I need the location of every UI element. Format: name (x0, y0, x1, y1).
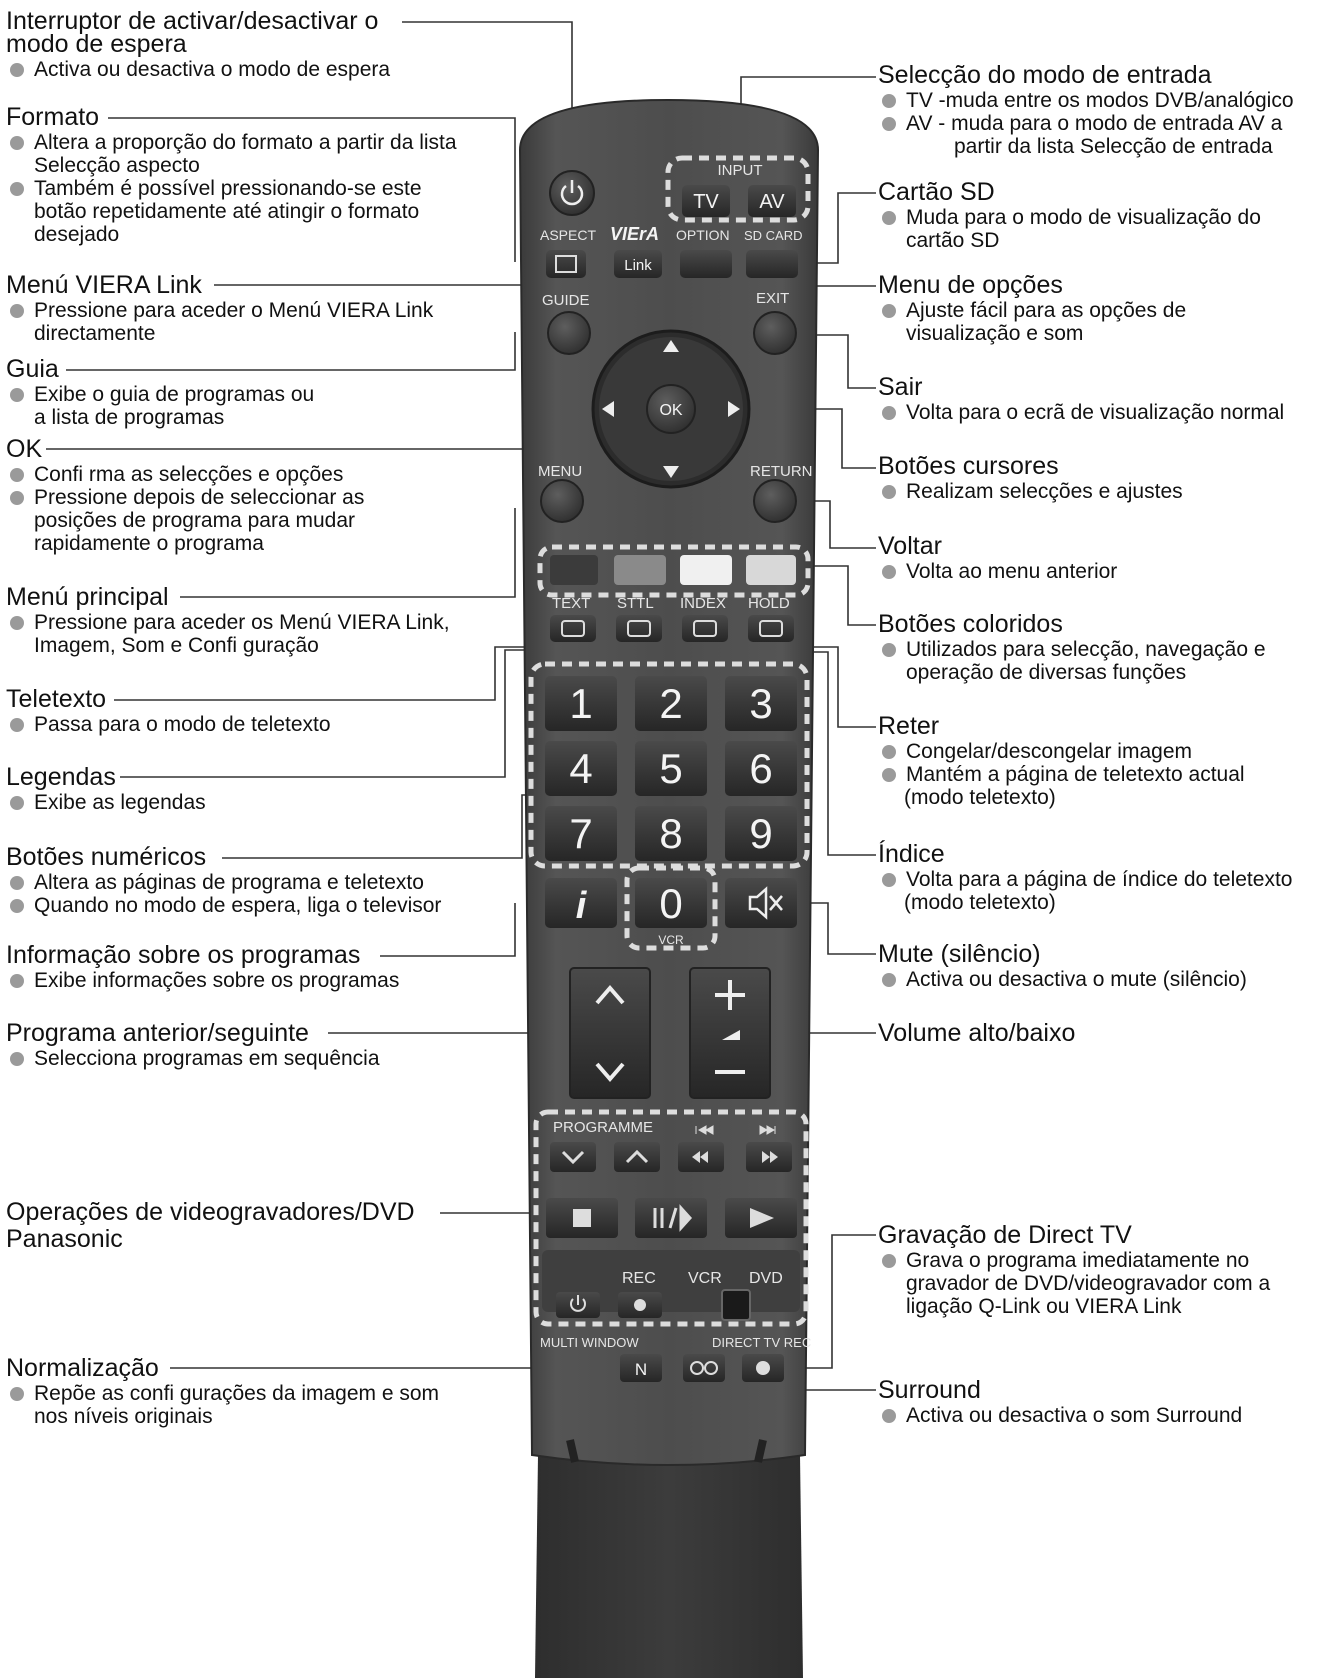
callout-title: Legendas (6, 763, 116, 791)
callout-desc: Activa ou desactiva o modo de espera (6, 58, 390, 81)
callout-main-menu (6, 584, 450, 657)
callout-title: Panasonic (6, 1225, 123, 1253)
callout-desc: cartão SD (906, 229, 1000, 252)
return-button[interactable] (754, 480, 796, 522)
callout-desc: Pressione depois de seleccionar as (6, 486, 364, 509)
callout-title: Guia (6, 355, 59, 383)
callout-cursor (878, 453, 1183, 503)
callout-guide (6, 356, 314, 429)
callout-desc: directamente (34, 322, 156, 345)
callout-desc: partir da lista Selecção de entrada (954, 135, 1273, 158)
callout-desc: Utilizados para selecção, navegação e (878, 638, 1266, 661)
link-label: Link (624, 257, 652, 274)
callout-title: Mute (silêncio) (878, 940, 1041, 968)
callout-title: Formato (6, 103, 100, 131)
callout-desc: Grava o programa imediatamente no (878, 1249, 1270, 1272)
callout-title: Voltar (878, 532, 942, 560)
callout-ok (6, 436, 364, 555)
callout-desc: Repõe as confi gurações da imagem e som (6, 1382, 439, 1405)
remote-lid (535, 1455, 803, 1678)
callout-title: Programa anterior/seguinte (6, 1019, 309, 1047)
aspect-button[interactable] (546, 250, 586, 278)
callout-desc: AV - muda para o modo de entrada AV a (878, 112, 1294, 135)
callout-desc: a lista de programas (34, 406, 225, 429)
digit-5-label: 5 (659, 745, 683, 792)
sttl-button[interactable] (616, 615, 662, 642)
callout-title: Gravação de Direct TV (878, 1221, 1132, 1249)
callout-desc: Exibe o guia de programas ou (6, 383, 314, 406)
callout-title: Botões cursores (878, 452, 1059, 480)
programme-up-button[interactable] (614, 1142, 660, 1172)
vcr-label: VCR (658, 933, 684, 947)
callout-desc: Exibe informações sobre os programas (6, 969, 399, 992)
callout-desc: Exibe as legendas (6, 791, 206, 814)
callout-desc: Mantém a página de teletexto actual (878, 763, 1245, 786)
digit-3-label: 3 (749, 680, 773, 727)
callout-desc: Quando no modo de espera, liga o televisor (6, 894, 441, 917)
hold-button[interactable] (748, 615, 794, 642)
tv-label: TV (693, 191, 719, 213)
callout-desc: Pressione para aceder os Menú VIERA Link, (6, 611, 450, 634)
option-label: OPTION (676, 227, 730, 243)
callout-program (6, 1020, 380, 1070)
callout-title: Operações de videogravadores/DVD (6, 1198, 415, 1226)
callout-desc: Também é possível pressionando-se este (6, 177, 457, 200)
digit-9-label: 9 (749, 810, 773, 857)
callout-desc: visualização e som (906, 322, 1084, 345)
callout-desc: ligação Q-Link ou VIERA Link (906, 1295, 1182, 1318)
programme-label: PROGRAMME (553, 1119, 654, 1136)
text-label: TEXT (552, 595, 591, 612)
vcr-dvd-label: VCR (688, 1270, 722, 1287)
callout-desc: Pressione para aceder o Menú VIERA Link (6, 299, 433, 322)
callout-direct-tv-rec (878, 1222, 1270, 1318)
blue-button[interactable] (746, 555, 796, 585)
callout-desc: (modo teletexto) (904, 891, 1056, 914)
callout-subtitles (6, 764, 206, 814)
callout-title: Surround (878, 1376, 981, 1404)
multi-window-label: MULTI WINDOW (540, 1335, 639, 1350)
callout-exit (878, 374, 1284, 424)
callout-desc: Ajuste fácil para as opções de (878, 299, 1186, 322)
callout-title: Botões coloridos (878, 610, 1063, 638)
pause-play-button[interactable] (635, 1198, 707, 1238)
callout-desc: Imagem, Som e Confi guração (34, 634, 319, 657)
callout-desc: Activa ou desactiva o mute (silêncio) (878, 968, 1247, 991)
menu-label: MENU (538, 463, 583, 480)
normalize-label: N (634, 1360, 648, 1379)
callout-title: Cartão SD (878, 178, 995, 206)
menu-button[interactable] (541, 480, 583, 522)
guide-button[interactable] (548, 312, 590, 354)
green-button[interactable] (614, 555, 666, 585)
callout-title: OK (6, 435, 43, 463)
callout-desc: Volta ao menu anterior (878, 560, 1117, 583)
callout-desc: Passa para o modo de teletexto (6, 713, 331, 736)
callout-index (878, 841, 1292, 914)
callout-title: Reter (878, 712, 940, 740)
digit-0-label: 0 (659, 880, 683, 927)
callout-desc: botão repetidamente até atingir o formato (34, 200, 420, 223)
sd-card-label: SD CARD (744, 228, 803, 243)
mute-button[interactable] (725, 878, 797, 928)
return-label: RETURN (750, 463, 813, 480)
callout-volume (878, 1020, 1075, 1047)
sd-card-button[interactable] (746, 250, 798, 278)
callout-desc: Confi rma as selecções e opções (6, 463, 364, 486)
digit-4-label: 4 (569, 745, 593, 792)
digit-1-label: 1 (569, 680, 593, 727)
callout-desc: Altera as páginas de programa e teletexto (6, 871, 441, 894)
callout-desc: TV -muda entre os modos DVB/analógico (878, 89, 1294, 112)
callout-title: modo de espera (6, 30, 187, 58)
callout-colored (878, 611, 1266, 684)
callout-title: Índice (878, 840, 945, 868)
callout-title: Menú VIERA Link (6, 271, 202, 299)
exit-label: EXIT (756, 290, 790, 307)
callout-vcr-ops (6, 1199, 415, 1253)
text-button[interactable] (550, 615, 596, 642)
stop-icon (573, 1209, 591, 1227)
callout-normalize (6, 1355, 439, 1428)
callout-mute (878, 941, 1247, 991)
callout-title: Botões numéricos (6, 843, 207, 871)
callout-desc: posições de programa para mudar (34, 509, 356, 532)
viera-logo: VIErA (610, 224, 660, 244)
callout-title: Teletexto (6, 685, 107, 713)
callout-desc: Volta para o ecrã de visualização normal (878, 401, 1284, 424)
direct-rec-icon (756, 1361, 770, 1375)
callout-desc: Altera a proporção do formato a partir da lista (6, 131, 457, 154)
digit-7-label: 7 (569, 810, 593, 857)
callout-title: Selecção do modo de entrada (878, 61, 1212, 89)
callout-title: Volume alto/baixo (878, 1019, 1076, 1047)
aspect-label: ASPECT (540, 227, 597, 243)
index-button[interactable] (682, 615, 728, 642)
rec-icon (634, 1299, 646, 1311)
exit-button[interactable] (754, 312, 796, 354)
yellow-button[interactable] (680, 555, 732, 585)
input-label: INPUT (717, 162, 763, 179)
callout-title: Menú principal (6, 583, 169, 611)
callout-desc: Activa ou desactiva o som Surround (878, 1404, 1242, 1427)
index-label: INDEX (680, 595, 726, 612)
digit-2-label: 2 (659, 680, 683, 727)
callout-title: Normalização (6, 1354, 159, 1382)
callout-viera-link (6, 272, 433, 345)
callout-numeric (6, 844, 441, 917)
av-label: AV (759, 191, 785, 213)
callout-desc: Realizam selecções e ajustes (878, 480, 1183, 503)
callout-surround (878, 1377, 1242, 1427)
callout-return (878, 533, 1117, 583)
sttl-label: STTL (617, 595, 654, 612)
callout-sd-card (878, 179, 1261, 252)
callout-desc: gravador de DVD/videogravador com a (906, 1272, 1271, 1295)
callout-title: Informação sobre os programas (6, 941, 361, 969)
digit-6-label: 6 (749, 745, 773, 792)
direct-tv-rec-label: DIRECT TV REC (712, 1335, 812, 1350)
callout-desc: rapidamente o programa (34, 532, 264, 555)
callout-desc: Volta para a página de índice do teletexto (878, 868, 1292, 891)
rec-label: REC (622, 1270, 656, 1287)
ok-label: OK (659, 402, 683, 419)
callout-desc: Muda para o modo de visualização do (878, 206, 1261, 229)
callout-aspect (6, 104, 457, 246)
callout-standby (6, 8, 390, 81)
callout-desc: Selecciona programas em sequência (6, 1047, 380, 1070)
callout-desc: nos níveis originais (34, 1405, 213, 1428)
callout-hold (878, 713, 1245, 809)
programme-down-button[interactable] (550, 1142, 596, 1172)
callout-teletext (6, 686, 331, 736)
hold-label: HOLD (748, 595, 790, 612)
callout-desc: operação de diversas funções (906, 661, 1187, 684)
callout-title: Interruptor de activar/desactivar o (6, 7, 379, 35)
callout-title: Menu de opções (878, 271, 1063, 299)
option-button[interactable] (680, 250, 732, 278)
callout-desc: Selecção aspecto (34, 154, 200, 177)
callout-info (6, 942, 399, 992)
callout-desc: Congelar/descongelar imagem (878, 740, 1245, 763)
info-label: i (575, 885, 587, 927)
callout-input (878, 62, 1294, 158)
dvd-label: DVD (749, 1270, 783, 1287)
callout-desc: (modo teletexto) (904, 786, 1056, 809)
callout-options (878, 272, 1186, 345)
guide-label: GUIDE (542, 292, 590, 309)
callout-title: Sair (878, 373, 923, 401)
callout-desc: desejado (34, 223, 120, 246)
red-button[interactable] (550, 555, 598, 585)
digit-8-label: 8 (659, 810, 683, 857)
vcr-dvd-switch[interactable] (722, 1290, 750, 1320)
